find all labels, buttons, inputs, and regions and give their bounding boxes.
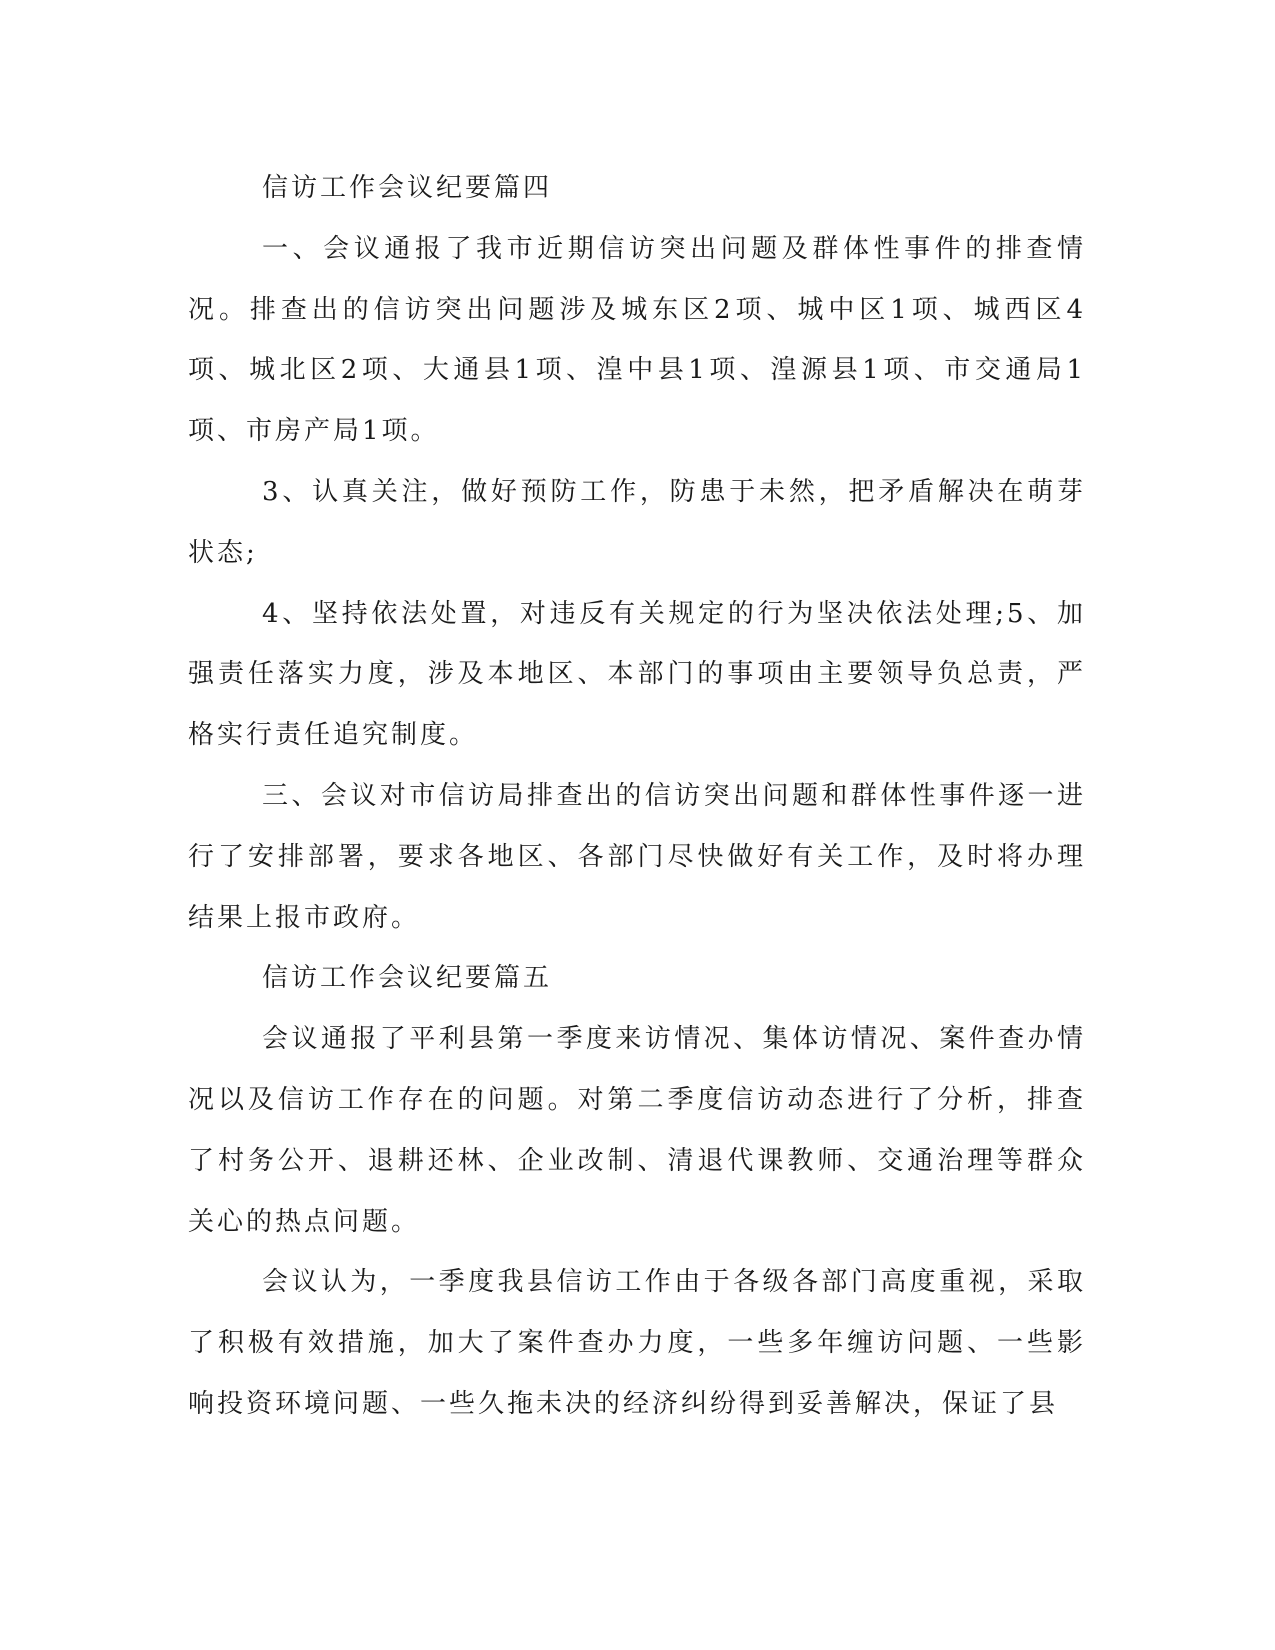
paragraph-meeting-opinion: 会议认为，一季度我县信访工作由于各级各部门高度重视，采取了积极有效措施，加大了案件查办力度，一些多年缠访问题、一些影响投资环境问题、一些久拖未决的经济纠纷得到妥善解决，保证了县	[188, 1267, 1086, 1419]
paragraph-meeting-report: 一、会议通报了我市近期信访突出问题及群体性事件的排查情况。排查出的信访突出问题涉及城东区2项、城中区1项、城西区4项、城北区2项、大通县1项、湟中县1项、湟源县1项、市交通局1项、市房产局1项。	[188, 233, 1086, 447]
section-heading-part4: 信访工作会议纪要篇四	[262, 173, 553, 203]
paragraph-item-4-5: 4、坚持依法处置，对违反有关规定的行为坚决依法处理;5、加强责任落实力度，涉及本地区、本部门的事项由主要领导负总责，严格实行责任追究制度。	[188, 598, 1086, 751]
section-heading-part5: 信访工作会议纪要篇五	[262, 963, 553, 994]
document-body	[188, 158, 1086, 1435]
paragraph-item-3: 3、认真关注，做好预防工作，防患于未然，把矛盾解决在萌芽状态;	[188, 476, 1086, 568]
paragraph-quarter-report: 会议通报了平利县第一季度来访情况、集体访情况、案件查办情况以及信访工作存在的问题。对第二季度信访动态进行了分析，排查了村务公开、退耕还林、企业改制、清退代课教师、交通治理等群众关心的热点问题。	[188, 1024, 1086, 1237]
paragraph-section-3: 三、会议对市信访局排查出的信访突出问题和群体性事件逐一进行了安排部署，要求各地区、各部门尽快做好有关工作，及时将办理结果上报市政府。	[188, 780, 1086, 933]
